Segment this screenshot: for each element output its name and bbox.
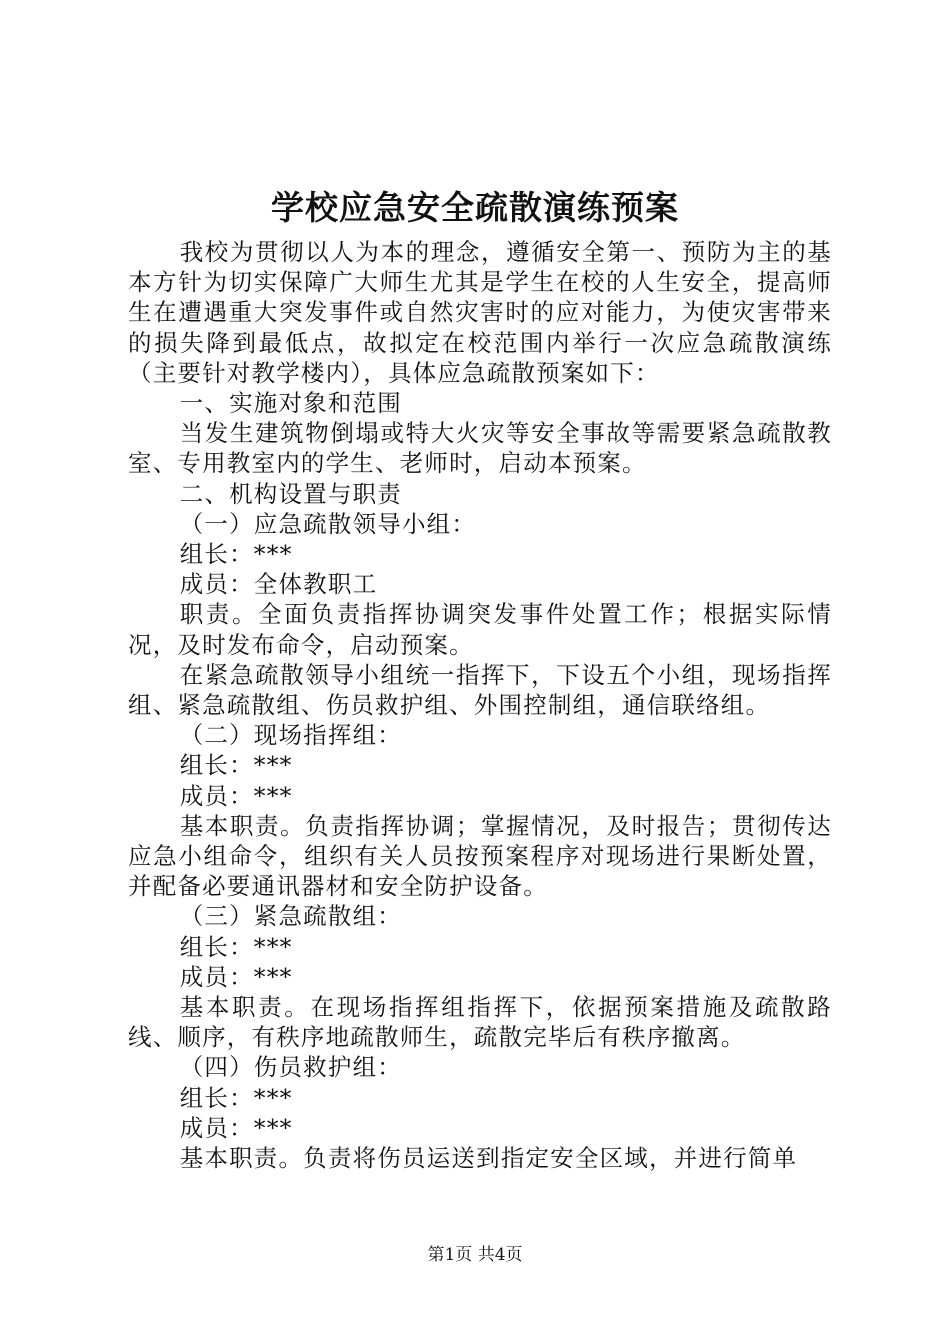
subsection-heading: （一）应急疏散领导小组： [179, 509, 477, 538]
paragraph: 当发生建筑物倒塌或特大火灾等安全事故等需要紧急疏散教室、专用教室内的学生、老师时，启动本预案。 [128, 419, 832, 478]
page-number: 第1页 共4页 [427, 1245, 523, 1265]
section-heading: 一、实施对象和范围 [179, 389, 402, 418]
subsection-heading: （四）伤员救护组： [179, 1053, 402, 1082]
members-line: 成员：*** [179, 962, 293, 991]
document-title: 学校应急安全疏散演练预案 [271, 188, 679, 227]
intro-paragraph: 我校为贯彻以人为本的理念，遵循安全第一、预防为主的基本方针为切实保障广大师生尤其是学生在校的人生安全，提高师生在遭遇重大突发事件或自然灾害时的应对能力，为使灾害带来的损失降到最低点，故拟定在校范围内举行一次应急疏散演练（主要针对教学楼内），具体应急疏散预案如下： [128, 238, 832, 387]
paragraph: 基本职责。负责指挥协调；掌握情况，及时报告；贯彻传达应急小组命令，组织有关人员按预案程序对现场进行果断处置，并配备必要通讯器材和安全防护设备。 [128, 811, 832, 901]
members-line: 成员：*** [179, 1113, 293, 1142]
section-heading: 二、机构设置与职责 [179, 479, 402, 508]
leader-line: 组长：*** [179, 751, 293, 780]
leader-line: 组长：*** [179, 932, 293, 961]
document-body [128, 237, 832, 1173]
paragraph: 职责。全面负责指挥协调突发事件处置工作；根据实际情况，及时发布命令，启动预案。 [128, 600, 832, 659]
leader-line: 组长：*** [179, 540, 293, 569]
paragraph: 在紧急疏散领导小组统一指挥下，下设五个小组，现场指挥组、紧急疏散组、伤员救护组、外围控制组，通信联络组。 [128, 660, 832, 720]
paragraph: 基本职责。在现场指挥组指挥下，依据预案措施及疏散路线、顺序，有秩序地疏散师生，疏散完毕后有秩序撤离。 [128, 993, 832, 1052]
leader-line: 组长：*** [179, 1083, 293, 1112]
subsection-heading: （二）现场指挥组： [179, 721, 402, 750]
members-line: 成员：全体教职工 [179, 570, 378, 599]
subsection-heading: （三）紧急疏散组： [179, 902, 402, 931]
members-line: 成员：*** [179, 781, 293, 810]
paragraph: 基本职责。负责将伤员运送到指定安全区域，并进行简单 [179, 1144, 798, 1173]
